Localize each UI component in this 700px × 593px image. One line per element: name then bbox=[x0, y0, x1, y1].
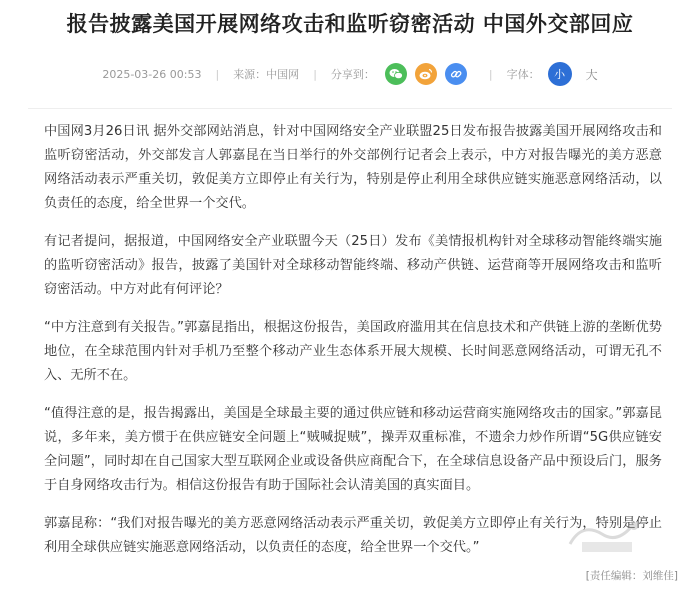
share-weibo-button[interactable] bbox=[415, 63, 437, 85]
watermark-logo bbox=[562, 514, 652, 560]
editor-credit: [责任编辑：刘维佳] bbox=[585, 570, 678, 582]
font-small-button[interactable]: 小 bbox=[548, 62, 572, 86]
article-meta bbox=[0, 58, 700, 90]
meta-separator: | bbox=[488, 67, 493, 81]
share-link-button[interactable] bbox=[445, 63, 467, 85]
weibo-icon bbox=[419, 68, 433, 80]
share-label: 分享到： bbox=[330, 68, 375, 81]
article-body bbox=[44, 120, 662, 574]
article-title: 报告披露美国开展网络攻击和监听窃密活动 中国外交部回应 bbox=[66, 12, 634, 36]
article-source: 来源：中国网 bbox=[233, 68, 300, 81]
article-paragraph: “值得注意的是，报告揭露出，美国是全球最主要的通过供应链和移动运营商实施网络攻击的国家。”郭嘉昆说，多年来，美方惯于在供应链安全问题上“贼喊捉贼”，操弄双重标准，不遗余力炒作所谓“5G供应链安全问题”，同时却在自己国家大型互联网企业或设备供应商配合下，在全球信息设备产品中预设后门，服务于自身网络攻击行为。相信这份报告有助于国际社会认清美国的真实面目。 bbox=[44, 406, 662, 493]
article-paragraph: “中方注意到有关报告。”郭嘉昆指出，根据这份报告，美国政府滥用其在信息技术和产供链上游的垄断优势地位，在全球范围内针对手机乃至整个移动产业生态体系开展大规模、长时间恶意网络活动，可谓无孔不入、无所不在。 bbox=[44, 320, 662, 383]
article-paragraph: 有记者提问，据报道，中国网络安全产业联盟今天（25日）发布《美情报机构针对全球移动智能终端实施的监听窃密活动》报告，披露了美国针对全球移动智能终端、移动产供链、运营商等开展网络攻击和监听窃密活动。中方对此有何评论？ bbox=[44, 234, 662, 297]
article-paragraph: 中国网3月26日讯 据外交部网站消息，针对中国网络安全产业联盟25日发布报告披露美国开展网络攻击和监听窃密活动，外交部发言人郭嘉昆在当日举行的外交部例行记者会上表示，中方对报告曝光的美方恶意网络活动表示严重关切，敦促美方立即停止有关行为，特别是停止利用全球供应链实施恶意网络活动，以负责任的态度，给全世界一个交代。 bbox=[44, 124, 662, 211]
meta-separator: | bbox=[215, 67, 220, 81]
wechat-icon bbox=[389, 68, 403, 80]
font-size-label: 字体： bbox=[506, 68, 540, 81]
link-icon bbox=[450, 68, 462, 80]
share-wechat-button[interactable] bbox=[385, 63, 407, 85]
publish-date: 2025-03-26 00:53 bbox=[102, 67, 202, 81]
font-large-button[interactable]: 大 bbox=[585, 67, 598, 82]
meta-separator: | bbox=[313, 67, 317, 81]
article-paragraph: 郭嘉昆称：“我们对报告曝光的美方恶意网络活动表示严重关切，敦促美方立即停止有关行为，特别是停止利用全球供应链实施恶意网络活动，以负责任的态度，给全世界一个交代。” bbox=[44, 516, 662, 555]
header-divider bbox=[28, 108, 672, 109]
